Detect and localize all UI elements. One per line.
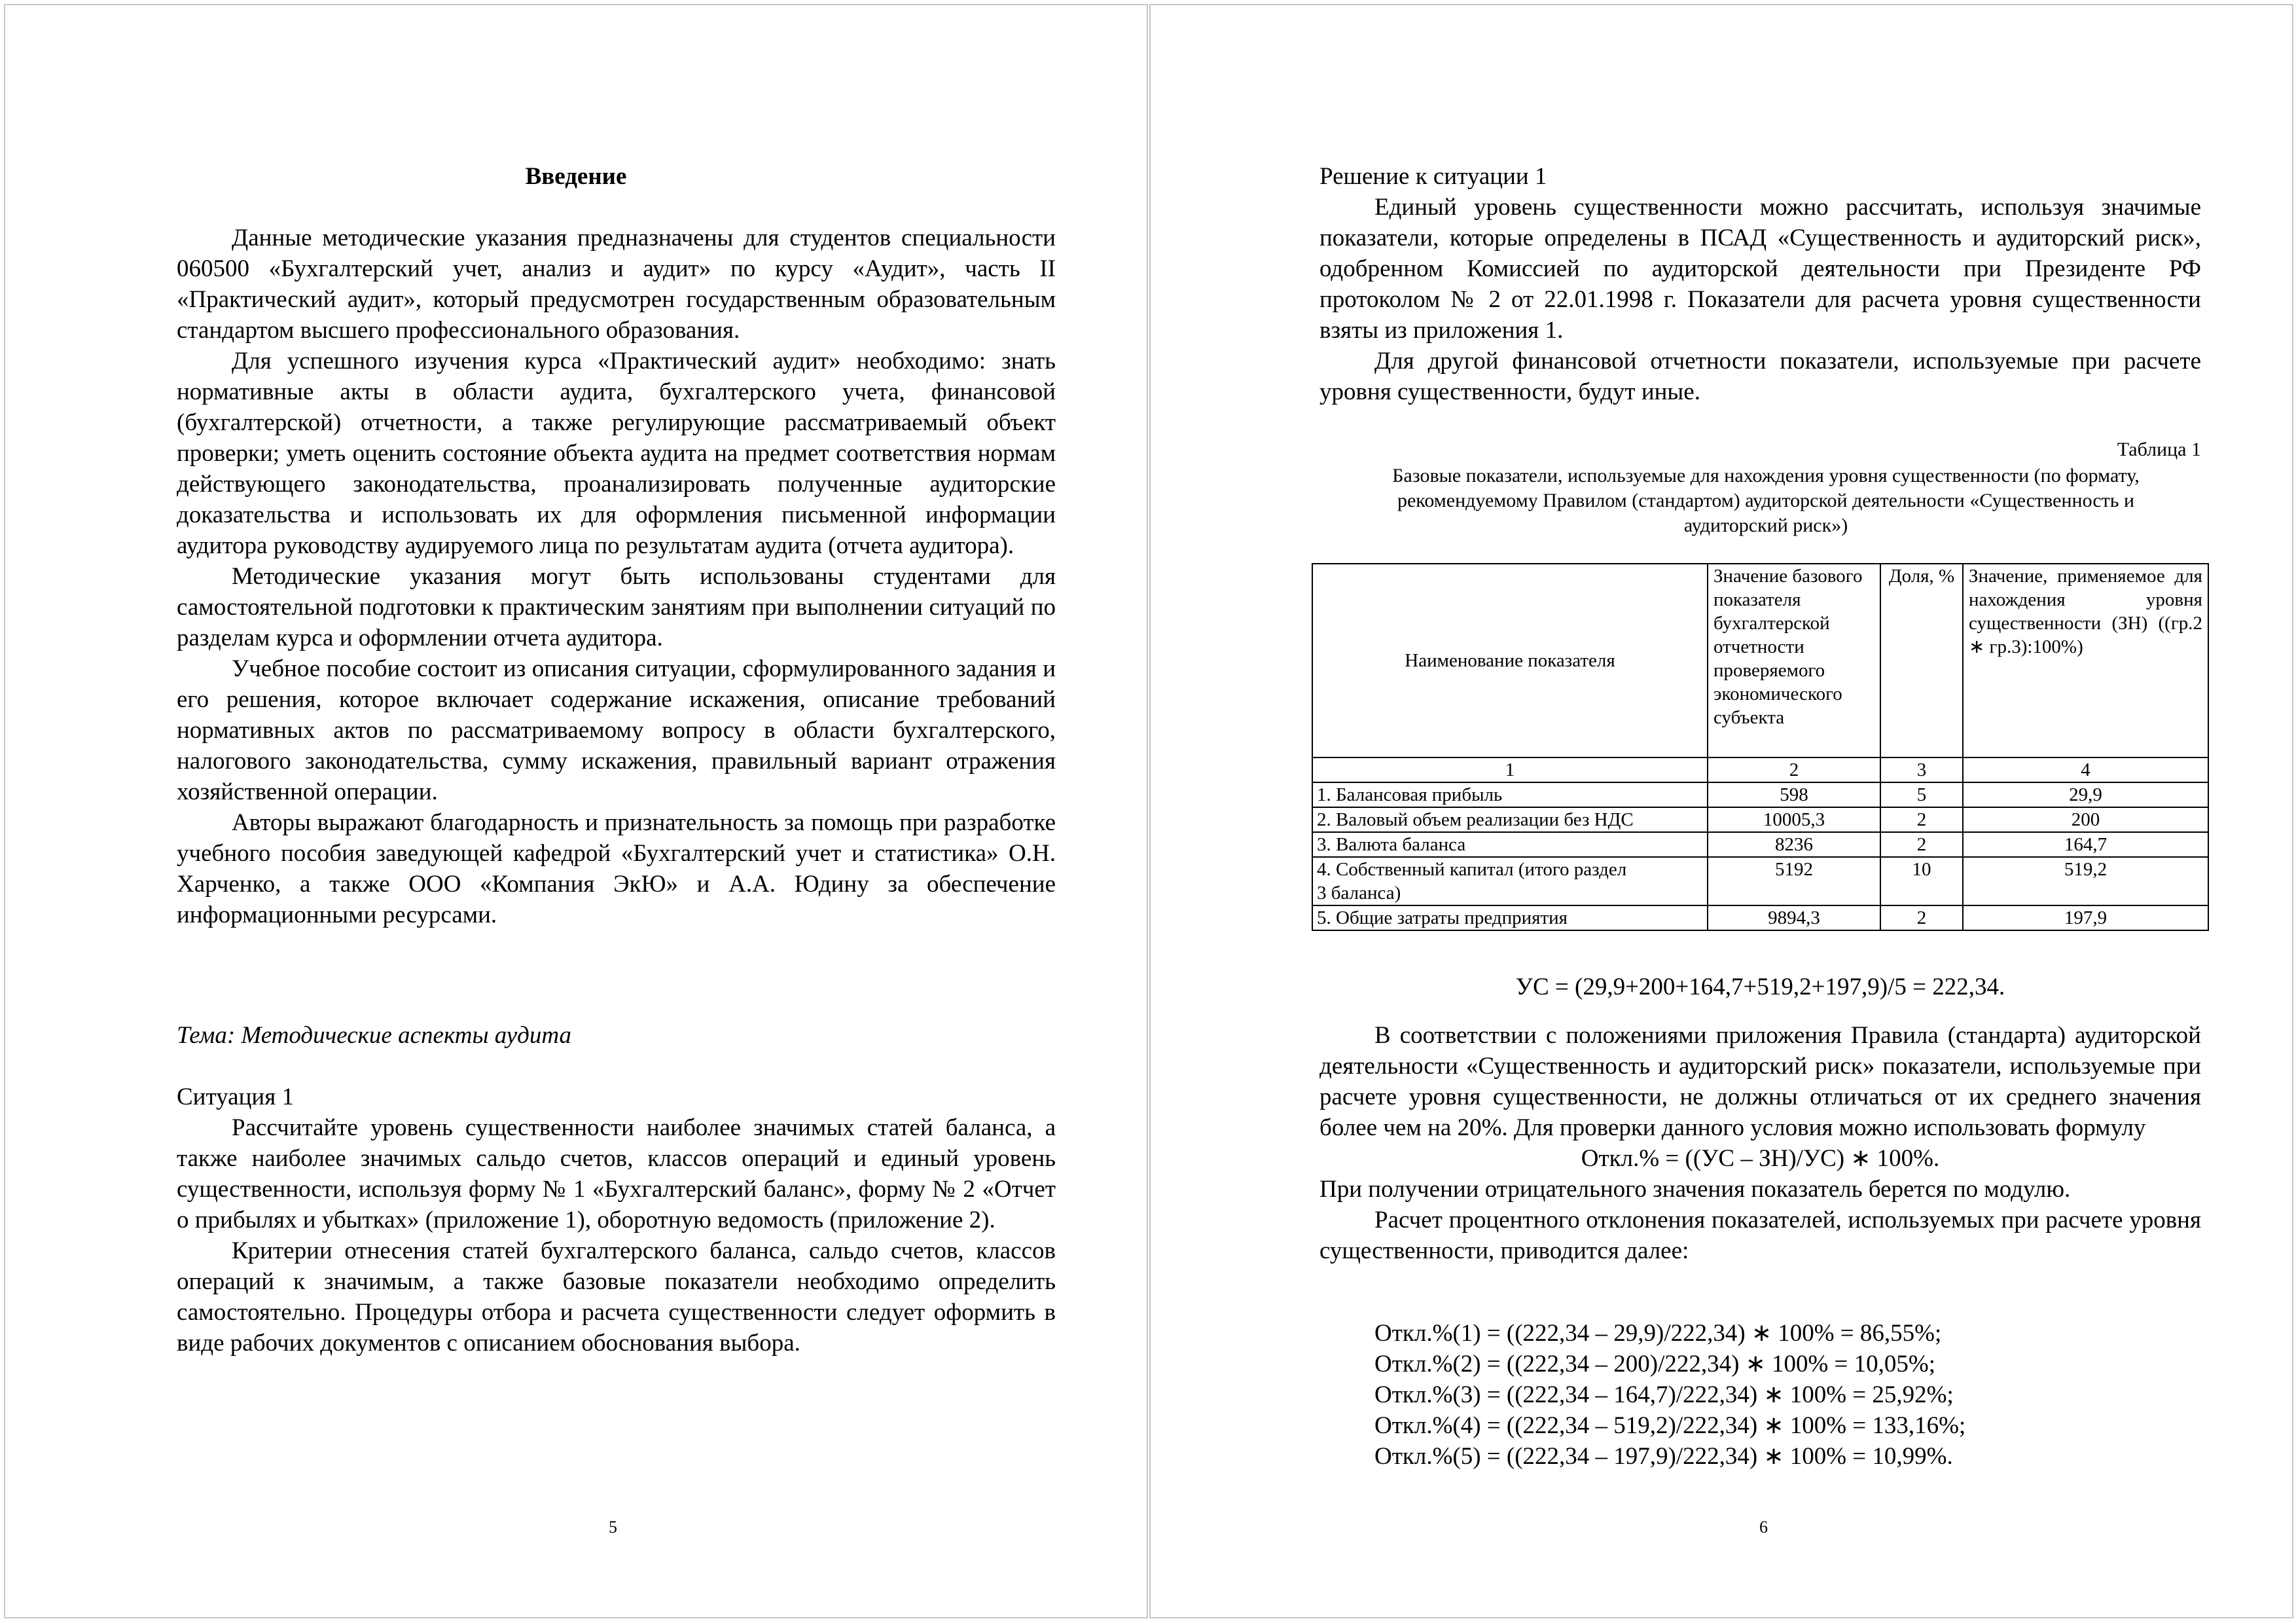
table-cell: 5192 <box>1708 857 1880 905</box>
deviation-line: Откл.%(2) = ((222,34 – 200)/222,34) ∗ 100% = 10,05%; <box>1374 1351 1936 1377</box>
table-cell: 2 <box>1880 832 1963 857</box>
table-cell: 164,7 <box>1963 832 2208 857</box>
paragraph: Расчет процентного отклонения показателей, используемых при расчете уровня существенности, приводится далее: <box>1319 1207 2201 1264</box>
paragraph: Критерии отнесения статей бухгалтерского баланса, сальдо счетов, классов операций к значимым, а также базовые показатели необходимо определить самостоятельно. Процедуры отбора и расчета существенности следует оформить в виде рабочих документов с описанием обоснования выбора. <box>177 1237 1056 1357</box>
table-cell: 29,9 <box>1963 782 2208 807</box>
table-cell: 519,2 <box>1963 857 2208 905</box>
table-cell: 2 <box>1880 905 1963 930</box>
table-cell: 197,9 <box>1963 905 2208 930</box>
us-formula: УС = (29,9+200+164,7+519,2+197,9)/5 = 222,34. <box>1515 974 2005 1000</box>
table-cell: 3 <box>1880 757 1963 782</box>
paragraph: В соответствии с положениями приложения Правила (стандарта) аудиторской деятельности «Существенность и аудиторский риск» показатели, используемые при расчете уровня существенности, не должны отличаться от их среднего значения более чем на 20%. Для проверки данного условия можно использовать формулу <box>1319 1022 2201 1141</box>
deviation-line: Откл.%(3) = ((222,34 – 164,7)/222,34) ∗ 100% = 25,92%; <box>1374 1381 1954 1408</box>
header-cell: Значение, применяемое для нахождения уровня существенности (ЗН) ((гр.2 ∗ гр.3):100%) <box>1963 564 2208 757</box>
table-cell: 5 <box>1880 782 1963 807</box>
situation-section <box>177 1082 1056 1359</box>
page-number: 6 <box>1759 1518 1768 1537</box>
table-cell: 2 <box>1880 807 1963 832</box>
table-cell: 1 <box>1312 757 1708 782</box>
table-row <box>1312 782 2208 807</box>
solution-section <box>1319 161 2201 407</box>
table-cell: 598 <box>1708 782 1880 807</box>
deviation-line: Откл.%(1) = ((222,34 – 29,9)/222,34) ∗ 100% = 86,55%; <box>1374 1320 1942 1347</box>
header-cell: Значение базового показателя бухгалтерской отчетности проверяемого экономического субъекта <box>1708 564 1880 757</box>
deviation-formula: Откл.% = ((УС – ЗН)/УС) ∗ 100%. <box>1581 1145 1940 1172</box>
situation-heading: Ситуация 1 <box>177 1084 294 1110</box>
table-header-row <box>1312 564 2208 757</box>
paragraph: При получении отрицательного значения показатель берется по модулю. <box>1319 1176 2071 1203</box>
paragraph: Учебное пособие состоит из описания ситуации, сформулированного задания и его решения, которое включает содержание искажения, описание требований нормативных актов по рассматриваемому вопросу в области бухгалтерского, налогового законодательства, сумму искажения, правильный вариант отражения хозяйственной операции. <box>177 655 1056 805</box>
header-cell: Доля, % <box>1880 564 1963 757</box>
paragraph: Для другой финансовой отчетности показатели, используемые при расчете уровня существенности, будут иные. <box>1319 348 2201 405</box>
table-caption: Базовые показатели, используемые для нахождения уровня существенности (по формату, рекомендуемому Правилом (стандартом) аудиторской деятельности «Существенность и аудиторский риск») <box>1392 465 2140 536</box>
page-6 <box>1149 4 2293 1618</box>
table-row <box>1312 905 2208 930</box>
table-cell: 10 <box>1880 857 1963 905</box>
table-cell: 9894,3 <box>1708 905 1880 930</box>
page-title: Введение <box>525 163 627 190</box>
table-cell: 10005,3 <box>1708 807 1880 832</box>
paragraph: Методические указания могут быть использованы студентами для самостоятельной подготовки к практическим занятиям при выполнении ситуаций по разделам курса и оформлении отчета аудитора. <box>177 563 1056 651</box>
paragraph: Авторы выражают благодарность и признательность за помощь при разработке учебного пособия заведующей кафедрой «Бухгалтерский учет и статистика» О.Н. Харченко, а также ООО «Компания ЭкЮ» и А.А. Юдину за обеспечение информационными ресурсами. <box>177 809 1056 928</box>
deviation-line: Откл.%(4) = ((222,34 – 519,2)/222,34) ∗ 100% = 133,16%; <box>1374 1412 1966 1439</box>
table-row <box>1312 807 2208 832</box>
table-cell: 1. Балансовая прибыль <box>1312 782 1708 807</box>
topic-heading: Тема: Методические аспекты аудита <box>177 1022 572 1049</box>
deviation-list <box>1374 1318 2199 1472</box>
table-row <box>1312 857 2208 905</box>
table-cell: 4 <box>1963 757 2208 782</box>
deviation-line: Откл.%(5) = ((222,34 – 197,9)/222,34) ∗ 100% = 10,99%. <box>1374 1443 1953 1470</box>
table-cell: 2 <box>1708 757 1880 782</box>
paragraph: Для успешного изучения курса «Практический аудит» необходимо: знать нормативные акты в области аудита, бухгалтерского учета, финансовой (бухгалтерской) отчетности, а также регулирующие рассматриваемый объект проверки; уметь оценить состояние объекта аудита на предмет соответствия нормам действующего законодательства, проанализировать полученные аудиторские доказательства и использовать их для оформления письменной информации аудитора руководству аудируемого лица по результатам аудита (отчета аудитора). <box>177 348 1056 559</box>
column-numbers-row <box>1312 757 2208 782</box>
solution-heading: Решение к ситуации 1 <box>1319 163 1547 190</box>
paragraph: Рассчитайте уровень существенности наиболее значимых статей баланса, а также наиболее значимых сальдо счетов, классов операций и единый уровень существенности, используя форму № 1 «Бухгалтерский баланс», форму № 2 «Отчет о прибылях и убытках» (приложение 1), оборотную ведомость (приложение 2). <box>177 1114 1056 1233</box>
table-cell: 5. Общие затраты предприятия <box>1312 905 1708 930</box>
base-indicators-table <box>1312 563 2209 931</box>
compliance-section <box>1319 1020 2201 1266</box>
table-cell: 2. Валовый объем реализации без НДС <box>1312 807 1708 832</box>
paragraph: Единый уровень существенности можно рассчитать, используя значимые показатели, которые определены в ПСАД «Существенность и аудиторский риск», одобренном Комиссией по аудиторской деятельности при Президенте РФ протоколом № 2 от 22.01.1998 г. Показатели для расчета уровня существенности взяты из приложения 1. <box>1319 194 2201 344</box>
table-cell: 3. Валюта баланса <box>1312 832 1708 857</box>
page-5 <box>4 4 1148 1618</box>
table-cell: 4. Собственный капитал (итого раздел 3 баланса) <box>1312 857 1708 905</box>
table-label: Таблица 1 <box>2117 439 2201 460</box>
table-cell: 8236 <box>1708 832 1880 857</box>
intro-text <box>177 223 1056 930</box>
page-number: 5 <box>609 1518 617 1537</box>
table-row <box>1312 832 2208 857</box>
table-cell: 200 <box>1963 807 2208 832</box>
header-cell: Наименование показателя <box>1312 564 1708 757</box>
paragraph: Данные методические указания предназначены для студентов специальности 060500 «Бухгалтерский учет, анализ и аудит» по курсу «Аудит», часть II «Практический аудит», который предусмотрен государственным образовательным стандартом высшего профессионального образования. <box>177 225 1056 344</box>
